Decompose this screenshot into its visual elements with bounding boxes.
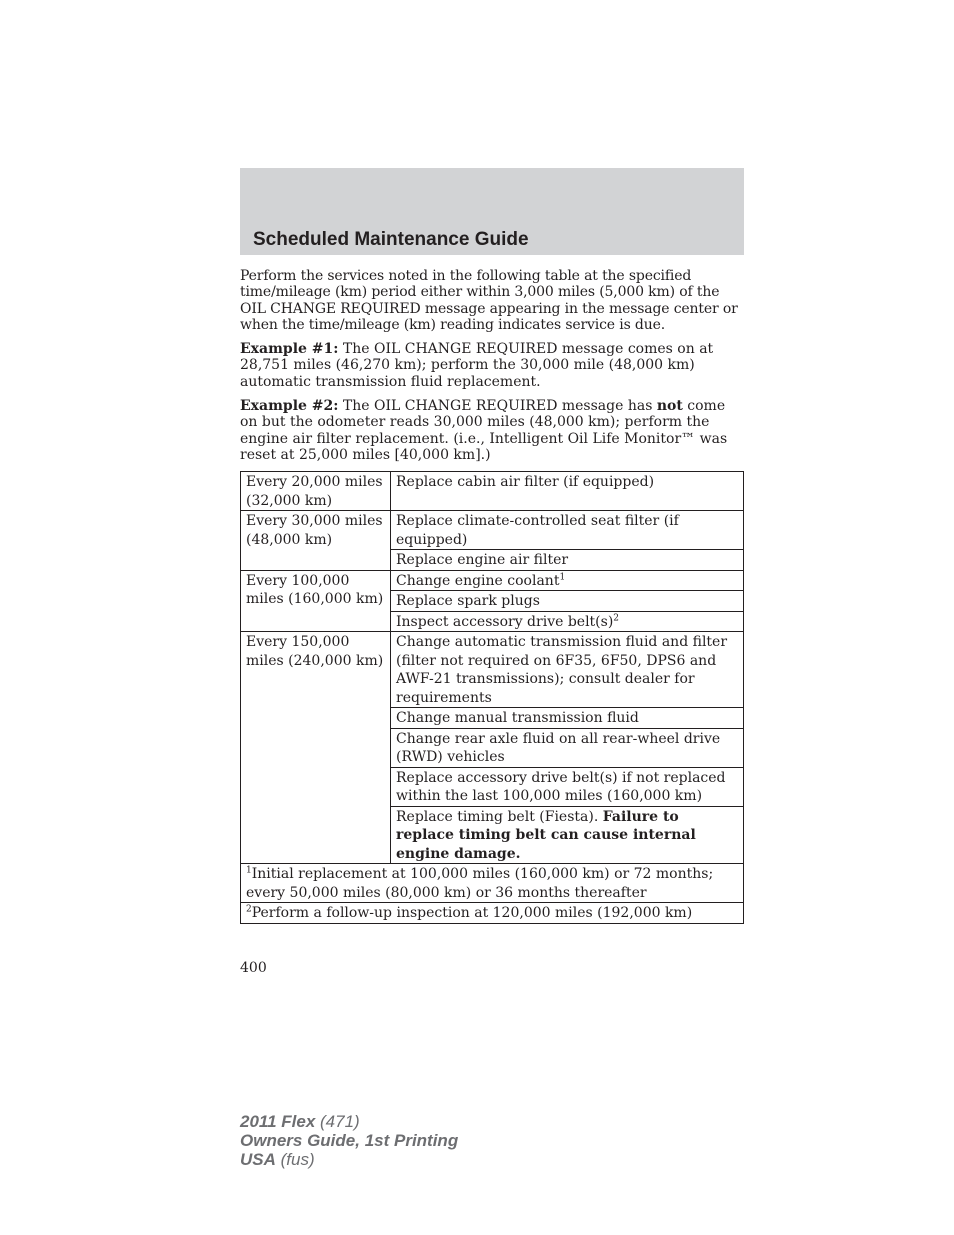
- timing-belt-warning: Failure to replace timing belt can cause internal engine damage.: [396, 808, 696, 862]
- section-header: [240, 168, 744, 255]
- footer-model-code: (471): [315, 1112, 360, 1131]
- content: [240, 268, 744, 924]
- footnote-ref: 1: [559, 572, 566, 583]
- footnote-ref: 2: [613, 613, 620, 624]
- footnote-text: Initial replacement at 100,000 miles (160,000 km) or 72 months; every 50,000 miles (80,000 km) or 36 months thereafter: [246, 866, 714, 901]
- footer-line-2: Owners Guide, 1st Printing: [240, 1131, 459, 1150]
- footer-market-code: (fus): [275, 1150, 315, 1169]
- page-number: 400: [240, 960, 267, 976]
- intro-paragraph: Perform the services noted in the following table at the specified time/mileage (km) period either within 3,000 miles (5,000 km) of the OIL CHANGE REQUIRED message appearing in the message center or when the time/mileage (km) reading indicates service is due.: [240, 268, 738, 333]
- task-cell: Replace engine air filter: [391, 550, 744, 571]
- footnote-mark: 2: [246, 904, 252, 915]
- section-title: Scheduled Maintenance Guide: [253, 229, 529, 250]
- table-row: [241, 570, 744, 591]
- example-2-text-before: The OIL CHANGE REQUIRED message has: [338, 398, 657, 415]
- footnote-text: Perform a follow-up inspection at 120,000 miles (192,000 km): [251, 905, 693, 922]
- interval-cell: Every 20,000 miles (32,000 km): [241, 472, 391, 511]
- footnote-cell: [241, 864, 744, 903]
- interval-cell: Every 150,000 miles (240,000 km): [241, 632, 391, 864]
- footnote-row: [241, 864, 744, 903]
- task-cell: Change manual transmission fluid: [391, 708, 744, 729]
- task-cell: Replace accessory drive belt(s) if not replaced within the last 100,000 miles (160,000 km): [391, 767, 744, 806]
- example-2-text-after: come on but the odometer reads 30,000 miles (48,000 km); perform the engine air filter replacement. (i.e., Intelligent Oil Life Monitor™ was reset at 25,000 miles [40,000 km].): [240, 398, 728, 463]
- table-row: [241, 511, 744, 550]
- task-text: Change engine coolant: [396, 572, 560, 589]
- task-text: Inspect accessory drive belt(s): [396, 613, 614, 630]
- table-row: [241, 632, 744, 708]
- interval-cell: Every 30,000 miles (48,000 km): [241, 511, 391, 571]
- task-cell: Replace spark plugs: [391, 591, 744, 612]
- task-cell: Replace cabin air filter (if equipped): [391, 472, 744, 511]
- footer-model: 2011 Flex: [240, 1112, 316, 1131]
- footnote-mark: 1: [246, 865, 252, 876]
- footer-line-1: [240, 1112, 458, 1131]
- timing-belt-text: Replace timing belt (Fiesta).: [396, 808, 603, 825]
- task-cell: [391, 611, 744, 632]
- print-footer: [240, 1112, 458, 1169]
- example-2-label: Example #2:: [240, 398, 339, 415]
- example-2-emphasis: not: [656, 398, 683, 415]
- interval-cell: Every 100,000 miles (160,000 km): [241, 570, 391, 632]
- task-cell: Change rear axle fluid on all rear-wheel drive (RWD) vehicles: [391, 728, 744, 767]
- task-cell: Replace climate-controlled seat filter (if equipped): [391, 511, 744, 550]
- task-cell: [391, 570, 744, 591]
- maintenance-table: [240, 471, 744, 924]
- timing-belt-cell: [391, 806, 744, 864]
- example-1-paragraph: [240, 341, 744, 390]
- task-cell: Change automatic transmission fluid and filter (filter not required on 6F35, 6F50, DPS6 and AWF-21 transmissions); consult dealer for requirements: [391, 632, 744, 708]
- table-row: [241, 472, 744, 511]
- footnote-cell: [241, 903, 744, 924]
- footnote-row: [241, 903, 744, 924]
- footer-line-3: [240, 1150, 458, 1169]
- footer-market: USA: [240, 1150, 276, 1169]
- example-1-text: The OIL CHANGE REQUIRED message comes on at 28,751 miles (46,270 km); perform the 30,000 mile (48,000 km) automatic transmission fluid replacement.: [240, 341, 714, 390]
- example-2-paragraph: [240, 398, 744, 463]
- example-1-label: Example #1:: [240, 341, 339, 358]
